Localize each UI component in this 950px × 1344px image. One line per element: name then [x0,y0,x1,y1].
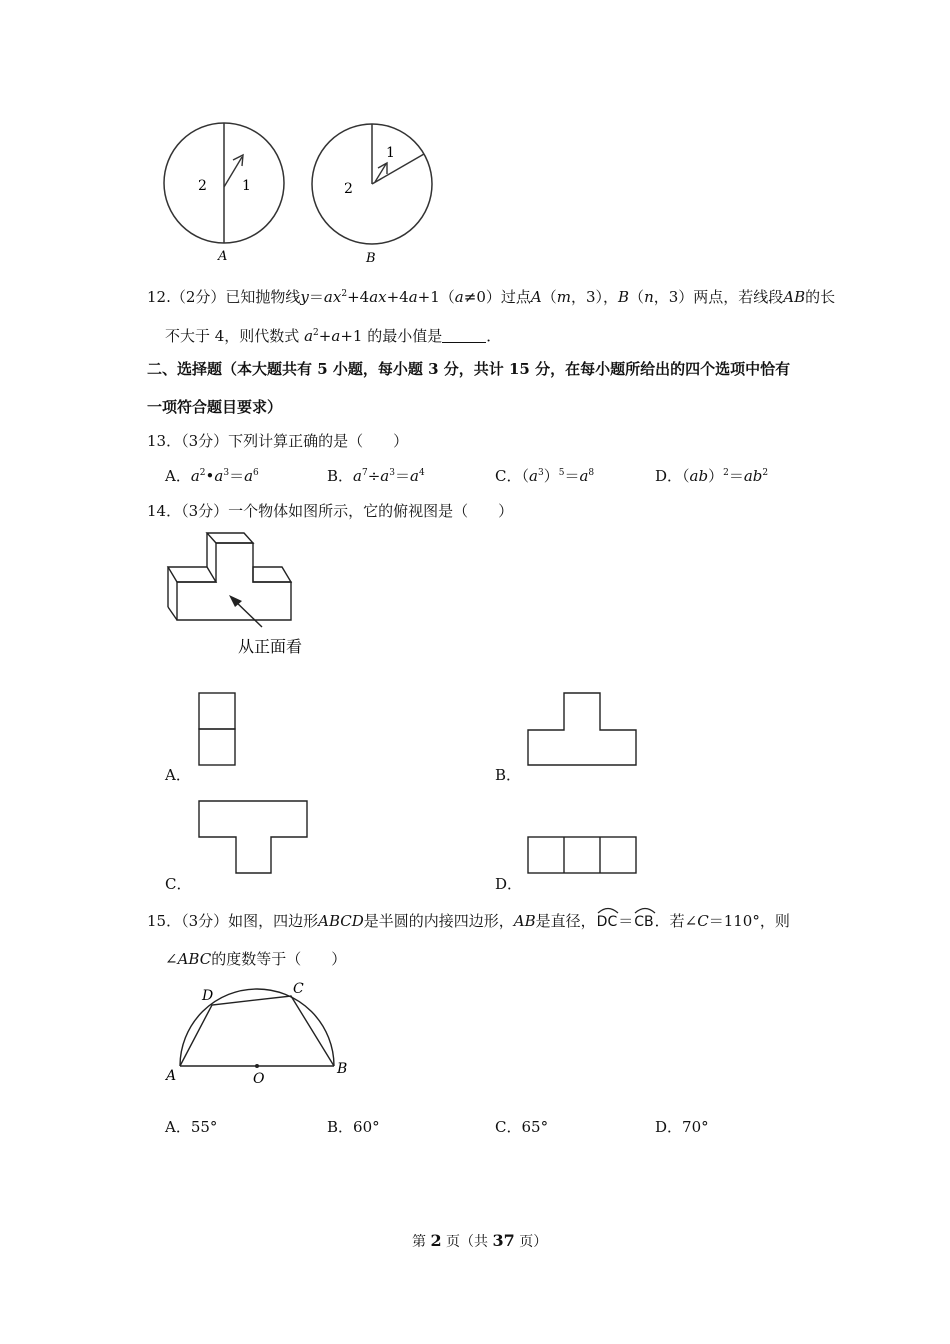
point-label: B [337,1061,348,1077]
option-value: 70° [682,1118,709,1136]
arc-dc [596,914,619,930]
text: 是半圆的内接四边形， [363,912,514,930]
footer-text: 页） [514,1234,548,1250]
spinner-a [164,123,284,264]
math: a [304,327,314,345]
region-label: 1 [386,145,395,161]
text: +1 的最小值是 [340,327,443,345]
math: 2 [313,328,319,338]
option-b[interactable] [327,1116,380,1137]
text: ＝110°，则 [708,912,790,930]
option-b-label[interactable]: B． [495,766,522,784]
footer-text: 第 [412,1234,431,1250]
math: ax [369,288,387,306]
option-label: B． [327,467,354,485]
math: a [454,288,464,306]
region-label: 2 [344,181,353,197]
math: a [579,467,589,485]
math: + [318,327,332,345]
arc-icon [596,906,620,914]
figure-label: A [218,249,228,264]
math: A [530,288,542,306]
question-15-line2 [165,948,346,969]
math: a [529,467,538,485]
math: 8 [588,468,595,478]
text: 不大于 4，则代数式 [165,327,300,345]
section-heading: 二、选择题（本大题共有 5 小题，每小题 3 分，共计 15 分，在每小题所给出的四个选项中恰有 [147,360,791,378]
math: AB [513,912,536,930]
spinner-figure [0,0,950,280]
section-heading-cont: 一项符合题目要求） [147,398,283,416]
math: ∠ [165,950,178,968]
point-label: O [253,1071,265,1087]
option-d[interactable] [655,1116,709,1137]
text: ，3）， [570,288,619,306]
math: a [408,288,418,306]
math: ＝ [564,467,580,485]
text: 的度数等于（ ） [211,950,347,968]
page-number: 2 [430,1231,442,1250]
math: ） [543,467,559,485]
math: ax [323,288,342,306]
answer-blank[interactable] [442,328,486,343]
math: a [410,467,419,485]
q-score: （2分） [170,288,226,306]
option-b[interactable] [327,465,425,486]
math: +1（ [417,288,455,306]
option-a-label[interactable]: A． [165,766,191,784]
question-15-line1 [147,910,790,931]
text: ，3）两点，若线段 [653,288,784,306]
point-label: C [293,981,304,997]
option-label: C． [495,467,522,485]
math: 5 [558,468,565,478]
math: AB [783,288,806,306]
math: CB [634,914,654,930]
math: m [556,288,571,306]
math: y [300,288,309,306]
page-footer [412,1231,547,1251]
figure-label: B [366,251,376,266]
math: （ [521,467,529,485]
math: 2 [199,468,206,478]
q-number: 12. [147,288,171,306]
option-c-label[interactable]: C． [165,875,192,893]
text: 的长 [805,288,836,306]
option-value: 60° [353,1118,380,1136]
option-d-label[interactable]: D． [495,875,523,893]
option-a-figure[interactable] [0,680,950,900]
option-a[interactable] [165,465,259,486]
math: a [244,467,254,485]
point-label: D [202,988,214,1004]
math: ab [689,467,709,485]
page-total: 37 [492,1231,515,1250]
math: B [618,288,630,306]
text: 是直径， [535,912,596,930]
text: ≠0）过点 [463,288,531,306]
math: +4 [386,288,409,306]
math: 3 [537,468,544,478]
option-label: A． [165,1118,191,1136]
text: 15．（3分）如图，四边形 [147,912,319,930]
math: ＝ [229,467,245,485]
option-label: B． [327,1118,354,1136]
math: 2 [762,468,769,478]
option-label: A． [165,467,191,485]
question-12-line1 [147,286,835,307]
question-14-stem: 14．（3分）一个物体如图所示，它的俯视图是（ ） [147,502,514,520]
question-12-line2 [165,325,501,346]
math: a [353,467,362,485]
footer-text: 页（共 [441,1234,493,1250]
math: 2 [341,289,348,299]
math: DC [596,914,618,930]
math: n [644,288,654,306]
region-label: 2 [198,178,207,194]
math: 7 [361,468,368,478]
option-label: D． [655,1118,683,1136]
math: ABC [177,950,212,968]
math: （ [541,288,557,306]
semicircle-figure [0,980,950,1090]
option-value: 65° [521,1118,549,1136]
math: a [331,327,341,345]
text: ．若∠ [654,912,698,930]
region-label: 1 [242,178,251,194]
option-label: D． [655,467,683,485]
math: +4 [347,288,370,306]
math: ＝ [618,912,634,930]
point-label: A [166,1068,177,1084]
math: ） [708,467,724,485]
math: C [697,912,709,930]
math: 3 [223,468,230,478]
math: ÷ [367,467,381,485]
option-a[interactable] [165,1116,217,1137]
option-value: 55° [190,1118,218,1136]
math: 3 [389,468,395,478]
math: a [190,467,200,485]
math: 2 [723,468,729,478]
option-label: C． [495,1118,522,1136]
option-d[interactable] [655,465,768,486]
option-c[interactable] [495,465,594,486]
math: ＝ [308,288,324,306]
math: 6 [253,468,259,478]
math: 4 [418,468,425,478]
view-caption: 从正面看 [238,637,303,656]
math: ab [743,467,763,485]
text: 已知抛物线 [225,288,301,306]
math: a [214,467,224,485]
text: ． [486,327,502,345]
option-c[interactable] [495,1116,548,1137]
math: ABCD [318,912,364,930]
math: • [205,467,215,485]
math: （ [682,467,690,485]
math: （ [629,288,645,306]
spinner-b [312,124,432,266]
arc-icon [633,906,657,914]
question-13-stem: 13．（3分）下列计算正确的是（ ） [147,432,409,450]
math: ＝ [394,467,410,485]
math: a [380,467,390,485]
solid-object-figure [0,525,950,685]
arc-cb [633,914,654,930]
math: ＝ [728,467,744,485]
